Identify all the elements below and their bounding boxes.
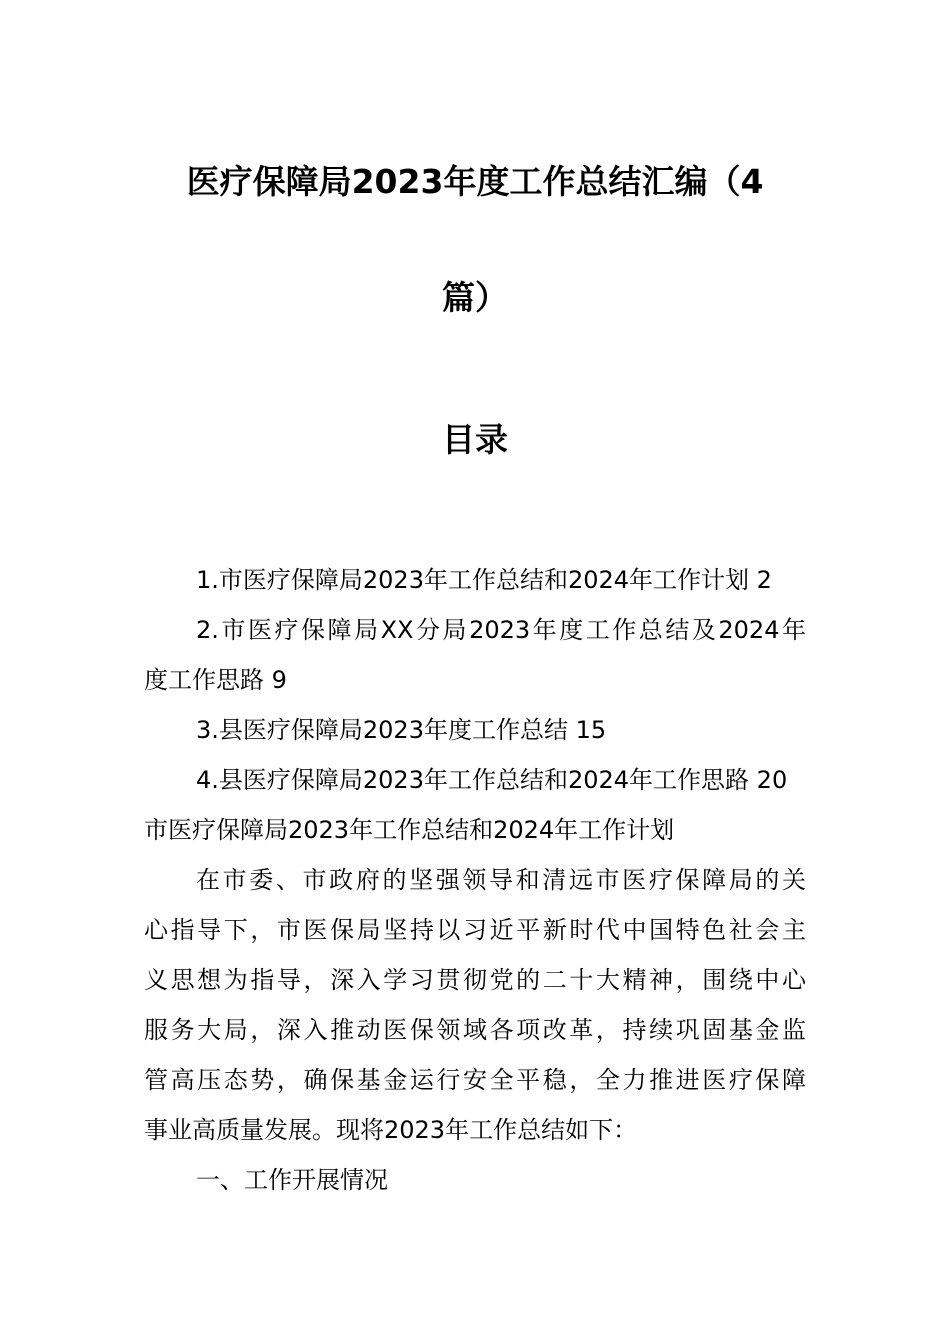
toc-heading: 目录 — [442, 420, 508, 459]
toc-entry-2[interactable]: 2.市医疗保障局XX分局2023年度工作总结及2024年 — [196, 616, 806, 644]
subheading: 一、工作开展情况 — [196, 1166, 388, 1194]
section-title: 市医疗保障局2023年工作总结和2024年工作计划 — [144, 816, 675, 844]
toc-entry-4[interactable]: 4.县医疗保障局2023年工作总结和2024年工作思路 20 — [196, 766, 788, 794]
body-line: 在市委、市政府的坚强领导和清远市医疗保障局的关 — [196, 866, 806, 894]
body-line: 管高压态势，确保基金运行安全平稳，全力推进医疗保障 — [144, 1066, 806, 1094]
toc-entry-2-continued[interactable]: 度工作思路 9 — [144, 666, 287, 694]
body-line: 事业高质量发展。现将2023年工作总结如下： — [144, 1116, 638, 1144]
toc-entry-3[interactable]: 3.县医疗保障局2023年度工作总结 15 — [196, 716, 607, 744]
document-title-line-1: 医疗保障局2023年度工作总结汇编（4 — [186, 162, 764, 201]
document-title-line-2: 篇） — [442, 278, 508, 317]
toc-entry-1[interactable]: 1.市医疗保障局2023年工作总结和2024年工作计划 2 — [196, 566, 772, 594]
body-line: 心指导下，市医保局坚持以习近平新时代中国特色社会主 — [144, 916, 806, 944]
body-line: 义思想为指导，深入学习贯彻党的二十大精神，围绕中心 — [144, 966, 806, 994]
body-line: 服务大局，深入推动医保领域各项改革，持续巩固基金监 — [144, 1016, 806, 1044]
